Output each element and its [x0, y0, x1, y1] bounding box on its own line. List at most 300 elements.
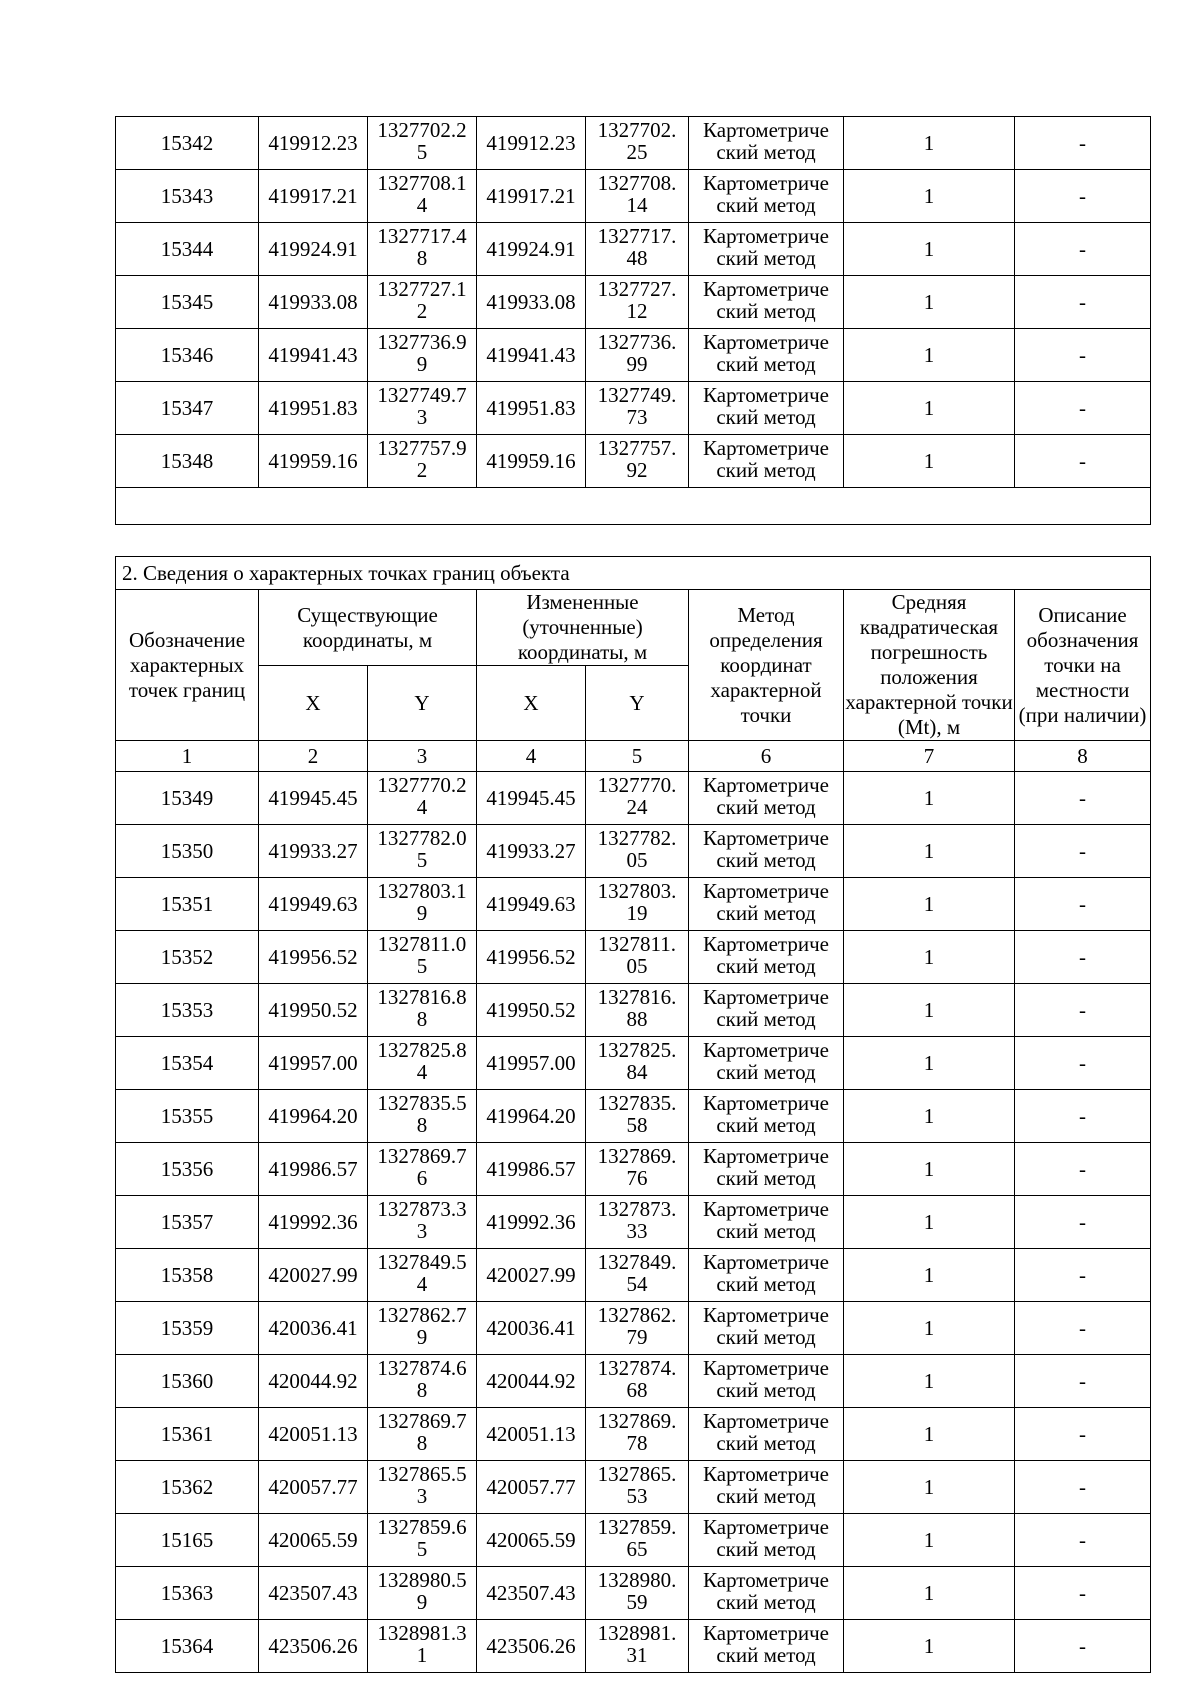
header-designation: Обозначение характерных точек границ	[116, 590, 259, 741]
mean-square-error-cell: 1	[844, 223, 1015, 276]
changed-y-cell	[586, 170, 689, 223]
existing-y-line: 2	[416, 458, 428, 482]
method-line: ский метод	[716, 848, 816, 872]
point-description-cell: -	[1015, 1302, 1151, 1355]
point-description-cell: -	[1015, 1514, 1151, 1567]
method-line: Картометриче	[703, 224, 829, 248]
changed-x-cell: 419933.08	[477, 276, 586, 329]
method-cell	[689, 1620, 844, 1673]
changed-x-cell: 423507.43	[477, 1567, 586, 1620]
point-id-cell: 15362	[116, 1461, 259, 1514]
point-description-cell: -	[1015, 1196, 1151, 1249]
method-cell	[689, 878, 844, 931]
table-row	[116, 1461, 1151, 1514]
table-row	[116, 984, 1151, 1037]
point-description-cell: -	[1015, 772, 1151, 825]
changed-y-line: 65	[626, 1537, 648, 1561]
mean-square-error-cell: 1	[844, 1302, 1015, 1355]
existing-x-cell: 419933.27	[259, 825, 368, 878]
point-id-cell: 15342	[116, 117, 259, 170]
existing-y-cell	[368, 1302, 477, 1355]
existing-y-line: 4	[416, 1060, 428, 1084]
method-line: ский метод	[716, 1378, 816, 1402]
existing-x-cell: 420051.13	[259, 1408, 368, 1461]
method-cell	[689, 329, 844, 382]
changed-x-cell: 419992.36	[477, 1196, 586, 1249]
method-line: Картометриче	[703, 985, 829, 1009]
table-row	[116, 1037, 1151, 1090]
method-cell	[689, 984, 844, 1037]
existing-x-cell: 419992.36	[259, 1196, 368, 1249]
method-line: ский метод	[716, 1325, 816, 1349]
existing-y-cell	[368, 772, 477, 825]
changed-y-line: 59	[626, 1590, 648, 1614]
method-cell	[689, 223, 844, 276]
table-2-header	[116, 557, 1151, 772]
existing-y-line: 5	[416, 848, 428, 872]
mean-square-error-cell: 1	[844, 276, 1015, 329]
changed-y-line: 68	[626, 1378, 648, 1402]
existing-y-line: 8	[416, 1113, 428, 1137]
column-number: 1	[116, 741, 259, 772]
existing-y-line: 1327770.2	[377, 773, 467, 797]
existing-y-line: 4	[416, 795, 428, 819]
mean-square-error-cell: 1	[844, 117, 1015, 170]
changed-y-line: 1327702.	[597, 118, 677, 142]
changed-x-cell: 420057.77	[477, 1461, 586, 1514]
existing-x-cell: 419933.08	[259, 276, 368, 329]
point-id-cell: 15343	[116, 170, 259, 223]
existing-x-cell: 420065.59	[259, 1514, 368, 1567]
empty-cell	[116, 488, 1151, 525]
method-line: ский метод	[716, 1272, 816, 1296]
point-description-cell: -	[1015, 984, 1151, 1037]
column-number-row	[116, 741, 1151, 772]
method-cell	[689, 435, 844, 488]
changed-x-cell: 419917.21	[477, 170, 586, 223]
existing-y-line: 5	[416, 954, 428, 978]
mean-square-error-cell: 1	[844, 329, 1015, 382]
point-description-cell: -	[1015, 382, 1151, 435]
changed-y-cell	[586, 276, 689, 329]
empty-row	[116, 488, 1151, 525]
changed-y-cell	[586, 931, 689, 984]
method-line: ский метод	[716, 1590, 816, 1614]
point-id-cell: 15346	[116, 329, 259, 382]
changed-y-line: 1328981.	[597, 1621, 677, 1645]
changed-y-line: 1327849.	[597, 1250, 677, 1274]
existing-y-line: 4	[416, 1272, 428, 1296]
mean-square-error-cell: 1	[844, 1567, 1015, 1620]
changed-y-cell	[586, 117, 689, 170]
changed-y-line: 1327825.	[597, 1038, 677, 1062]
changed-y-cell	[586, 1567, 689, 1620]
method-line: ский метод	[716, 193, 816, 217]
existing-x-cell: 419951.83	[259, 382, 368, 435]
changed-y-line: 1327816.	[597, 985, 677, 1009]
existing-y-line: 8	[416, 246, 428, 270]
existing-y-line: 1328981.3	[377, 1621, 467, 1645]
column-number: 6	[689, 741, 844, 772]
table-row	[116, 1302, 1151, 1355]
existing-x-cell: 423506.26	[259, 1620, 368, 1673]
method-cell	[689, 772, 844, 825]
method-line: ский метод	[716, 954, 816, 978]
point-description-cell: -	[1015, 276, 1151, 329]
method-cell	[689, 931, 844, 984]
changed-y-line: 14	[626, 193, 648, 217]
section-title: 2. Сведения о характерных точках границ объекта	[116, 557, 1151, 590]
existing-y-cell	[368, 1461, 477, 1514]
changed-y-line: 1327869.	[597, 1144, 677, 1168]
method-line: Картометриче	[703, 1197, 829, 1221]
method-line: Картометриче	[703, 118, 829, 142]
existing-y-line: 6	[416, 1166, 428, 1190]
method-cell	[689, 170, 844, 223]
method-line: ский метод	[716, 458, 816, 482]
changed-y-line: 1327770.	[597, 773, 677, 797]
existing-y-line: 1327869.7	[377, 1144, 467, 1168]
method-cell	[689, 1143, 844, 1196]
changed-x-cell: 423506.26	[477, 1620, 586, 1673]
changed-x-cell: 419949.63	[477, 878, 586, 931]
changed-y-cell	[586, 382, 689, 435]
changed-y-line: 1327782.	[597, 826, 677, 850]
method-line: Картометриче	[703, 1303, 829, 1327]
mean-square-error-cell: 1	[844, 1249, 1015, 1302]
table-row	[116, 1620, 1151, 1673]
point-id-cell: 15351	[116, 878, 259, 931]
mean-square-error-cell: 1	[844, 825, 1015, 878]
changed-x-cell: 419912.23	[477, 117, 586, 170]
method-line: Картометриче	[703, 1356, 829, 1380]
changed-y-line: 24	[626, 795, 648, 819]
mean-square-error-cell: 1	[844, 1090, 1015, 1143]
existing-y-cell	[368, 825, 477, 878]
changed-y-line: 05	[626, 954, 648, 978]
changed-y-line: 1327757.	[597, 436, 677, 460]
changed-y-line: 79	[626, 1325, 648, 1349]
existing-y-line: 1327811.0	[377, 932, 467, 956]
mean-square-error-cell: 1	[844, 1514, 1015, 1567]
point-description-cell: -	[1015, 1461, 1151, 1514]
existing-y-cell	[368, 117, 477, 170]
changed-y-cell	[586, 772, 689, 825]
existing-y-cell	[368, 276, 477, 329]
method-line: Картометриче	[703, 1409, 829, 1433]
method-cell	[689, 276, 844, 329]
method-cell	[689, 382, 844, 435]
changed-y-line: 1327736.	[597, 330, 677, 354]
method-line: Картометриче	[703, 932, 829, 956]
existing-y-cell	[368, 1567, 477, 1620]
existing-x-cell: 419956.52	[259, 931, 368, 984]
existing-x-cell: 419917.21	[259, 170, 368, 223]
point-id-cell: 15353	[116, 984, 259, 1037]
existing-y-line: 8	[416, 1431, 428, 1455]
method-line: ский метод	[716, 795, 816, 819]
method-line: ский метод	[716, 1007, 816, 1031]
changed-y-line: 1328980.	[597, 1568, 677, 1592]
changed-y-line: 76	[626, 1166, 648, 1190]
method-line: ский метод	[716, 1484, 816, 1508]
existing-x-cell: 419959.16	[259, 435, 368, 488]
existing-x-cell: 420057.77	[259, 1461, 368, 1514]
existing-y-line: 3	[416, 1219, 428, 1243]
point-id-cell: 15355	[116, 1090, 259, 1143]
table-row	[116, 223, 1151, 276]
boundary-points-table	[115, 556, 1151, 1673]
changed-y-cell	[586, 1196, 689, 1249]
method-line: ский метод	[716, 405, 816, 429]
existing-x-cell: 419957.00	[259, 1037, 368, 1090]
column-number: 8	[1015, 741, 1151, 772]
table-row	[116, 1514, 1151, 1567]
existing-y-line: 5	[416, 1537, 428, 1561]
method-line: ский метод	[716, 1166, 816, 1190]
changed-x-cell: 420065.59	[477, 1514, 586, 1567]
table-row	[116, 825, 1151, 878]
table-row	[116, 117, 1151, 170]
method-cell	[689, 1249, 844, 1302]
changed-y-line: 54	[626, 1272, 648, 1296]
changed-x-cell: 419959.16	[477, 435, 586, 488]
changed-y-cell	[586, 1037, 689, 1090]
changed-y-line: 1327862.	[597, 1303, 677, 1327]
method-line: Картометриче	[703, 277, 829, 301]
existing-y-line: 1327849.5	[377, 1250, 467, 1274]
method-line: ский метод	[716, 1643, 816, 1667]
existing-y-cell	[368, 984, 477, 1037]
method-line: ский метод	[716, 901, 816, 925]
changed-y-cell	[586, 1249, 689, 1302]
mean-square-error-cell: 1	[844, 984, 1015, 1037]
table-row	[116, 276, 1151, 329]
existing-y-line: 1328980.5	[377, 1568, 467, 1592]
point-id-cell: 15165	[116, 1514, 259, 1567]
existing-y-line: 9	[416, 1590, 428, 1614]
changed-y-cell	[586, 1620, 689, 1673]
mean-square-error-cell: 1	[844, 1620, 1015, 1673]
changed-x-cell: 419951.83	[477, 382, 586, 435]
changed-y-line: 31	[626, 1643, 648, 1667]
changed-y-cell	[586, 1355, 689, 1408]
existing-y-cell	[368, 382, 477, 435]
changed-y-line: 1327708.	[597, 171, 677, 195]
existing-y-cell	[368, 1355, 477, 1408]
changed-y-line: 58	[626, 1113, 648, 1137]
changed-y-line: 1327803.	[597, 879, 677, 903]
existing-y-line: 9	[416, 352, 428, 376]
method-line: Картометриче	[703, 1250, 829, 1274]
existing-y-line: 4	[416, 193, 428, 217]
column-number: 7	[844, 741, 1015, 772]
header-method: Метод определения координат характерной точки	[689, 590, 844, 741]
existing-x-cell: 419949.63	[259, 878, 368, 931]
point-id-cell: 15358	[116, 1249, 259, 1302]
table-row	[116, 1143, 1151, 1196]
point-description-cell: -	[1015, 329, 1151, 382]
method-cell	[689, 1461, 844, 1514]
changed-y-cell	[586, 1514, 689, 1567]
changed-y-line: 1327727.	[597, 277, 677, 301]
changed-y-line: 88	[626, 1007, 648, 1031]
changed-y-cell	[586, 1302, 689, 1355]
existing-y-cell	[368, 1143, 477, 1196]
existing-y-line: 1327869.7	[377, 1409, 467, 1433]
existing-y-line: 1327803.1	[377, 879, 467, 903]
existing-x-cell: 423507.43	[259, 1567, 368, 1620]
changed-x-cell: 419957.00	[477, 1037, 586, 1090]
mean-square-error-cell: 1	[844, 1143, 1015, 1196]
changed-y-line: 1327874.	[597, 1356, 677, 1380]
mean-square-error-cell: 1	[844, 170, 1015, 223]
changed-x-cell: 419924.91	[477, 223, 586, 276]
method-line: Картометриче	[703, 1568, 829, 1592]
method-cell	[689, 1037, 844, 1090]
existing-y-line: 1327825.8	[377, 1038, 467, 1062]
point-id-cell: 15363	[116, 1567, 259, 1620]
existing-y-line: 9	[416, 901, 428, 925]
existing-y-line: 1327782.0	[377, 826, 467, 850]
mean-square-error-cell: 1	[844, 931, 1015, 984]
header-mean-square-error: Средняя квадратическая погрешность положения характерной точки (Mt), м	[845, 590, 1013, 739]
column-number: 3	[368, 741, 477, 772]
point-id-cell: 15359	[116, 1302, 259, 1355]
table-row	[116, 329, 1151, 382]
method-line: Картометриче	[703, 330, 829, 354]
existing-y-line: 1327749.7	[377, 383, 467, 407]
point-description-cell: -	[1015, 1143, 1151, 1196]
mean-square-error-cell: 1	[844, 1196, 1015, 1249]
existing-y-line: 1327816.8	[377, 985, 467, 1009]
changed-y-cell	[586, 223, 689, 276]
header-existing-x: X	[259, 666, 368, 741]
table-row	[116, 1249, 1151, 1302]
header-changed-y: Y	[586, 666, 689, 741]
point-id-cell: 15349	[116, 772, 259, 825]
existing-y-cell	[368, 878, 477, 931]
point-description-cell: -	[1015, 223, 1151, 276]
changed-y-line: 73	[626, 405, 648, 429]
existing-x-cell: 419941.43	[259, 329, 368, 382]
coordinates-table-continued	[115, 116, 1151, 525]
changed-y-cell	[586, 1408, 689, 1461]
method-line: Картометриче	[703, 171, 829, 195]
column-number: 4	[477, 741, 586, 772]
header-changed-coordinates: Измененные (уточненные) координаты, м	[477, 590, 689, 666]
method-line: Картометриче	[703, 773, 829, 797]
changed-y-line: 1327873.	[597, 1197, 677, 1221]
mean-square-error-cell: 1	[844, 1461, 1015, 1514]
changed-y-line: 25	[626, 140, 648, 164]
changed-x-cell: 419941.43	[477, 329, 586, 382]
changed-x-cell: 419945.45	[477, 772, 586, 825]
changed-y-line: 33	[626, 1219, 648, 1243]
column-number: 5	[586, 741, 689, 772]
changed-x-cell: 419986.57	[477, 1143, 586, 1196]
point-description-cell: -	[1015, 170, 1151, 223]
table-row	[116, 435, 1151, 488]
point-description-cell: -	[1015, 825, 1151, 878]
changed-y-cell	[586, 878, 689, 931]
point-id-cell: 15347	[116, 382, 259, 435]
table-2-body	[116, 772, 1151, 1673]
point-id-cell: 15361	[116, 1408, 259, 1461]
changed-y-line: 99	[626, 352, 648, 376]
table-row	[116, 1196, 1151, 1249]
point-id-cell: 15357	[116, 1196, 259, 1249]
existing-y-line: 1327757.9	[377, 436, 467, 460]
point-description-cell: -	[1015, 117, 1151, 170]
changed-x-cell: 419964.20	[477, 1090, 586, 1143]
existing-y-line: 5	[416, 140, 428, 164]
method-line: Картометриче	[703, 436, 829, 460]
table-row	[116, 382, 1151, 435]
point-description-cell: -	[1015, 931, 1151, 984]
point-description-cell: -	[1015, 435, 1151, 488]
table-row	[116, 1090, 1151, 1143]
method-line: Картометриче	[703, 1038, 829, 1062]
changed-y-line: 1327811.	[598, 932, 676, 956]
point-id-cell: 15364	[116, 1620, 259, 1673]
method-cell	[689, 1196, 844, 1249]
changed-y-line: 12	[626, 299, 648, 323]
header-changed-x: X	[477, 666, 586, 741]
method-cell	[689, 1355, 844, 1408]
changed-y-line: 19	[626, 901, 648, 925]
changed-y-cell	[586, 1090, 689, 1143]
method-line: Картометриче	[703, 1144, 829, 1168]
point-description-cell: -	[1015, 1355, 1151, 1408]
changed-y-line: 1327835.	[597, 1091, 677, 1115]
mean-square-error-cell: 1	[844, 382, 1015, 435]
method-line: ский метод	[716, 246, 816, 270]
method-line: Картометриче	[703, 826, 829, 850]
existing-x-cell: 419924.91	[259, 223, 368, 276]
method-line: Картометриче	[703, 1091, 829, 1115]
mean-square-error-cell: 1	[844, 1408, 1015, 1461]
existing-y-line: 3	[416, 405, 428, 429]
method-line: Картометриче	[703, 1515, 829, 1539]
method-line: ский метод	[716, 1537, 816, 1561]
point-id-cell: 15348	[116, 435, 259, 488]
point-description-cell: -	[1015, 1249, 1151, 1302]
point-description-cell: -	[1015, 1408, 1151, 1461]
existing-y-cell	[368, 1196, 477, 1249]
method-line: ский метод	[716, 1060, 816, 1084]
changed-y-line: 1327859.	[597, 1515, 677, 1539]
existing-y-line: 1	[416, 1643, 428, 1667]
changed-y-line: 84	[626, 1060, 648, 1084]
method-line: ский метод	[716, 1113, 816, 1137]
existing-y-line: 3	[416, 1484, 428, 1508]
existing-y-line: 1327862.7	[377, 1303, 467, 1327]
existing-y-cell	[368, 931, 477, 984]
point-id-cell: 15350	[116, 825, 259, 878]
existing-x-cell: 419986.57	[259, 1143, 368, 1196]
point-id-cell: 15345	[116, 276, 259, 329]
existing-y-line: 1327708.1	[377, 171, 467, 195]
changed-x-cell: 420036.41	[477, 1302, 586, 1355]
changed-y-cell	[586, 1143, 689, 1196]
method-line: Картометриче	[703, 879, 829, 903]
method-cell	[689, 1567, 844, 1620]
changed-x-cell: 419956.52	[477, 931, 586, 984]
method-cell	[689, 1408, 844, 1461]
changed-x-cell: 420051.13	[477, 1408, 586, 1461]
changed-y-line: 1327749.	[597, 383, 677, 407]
